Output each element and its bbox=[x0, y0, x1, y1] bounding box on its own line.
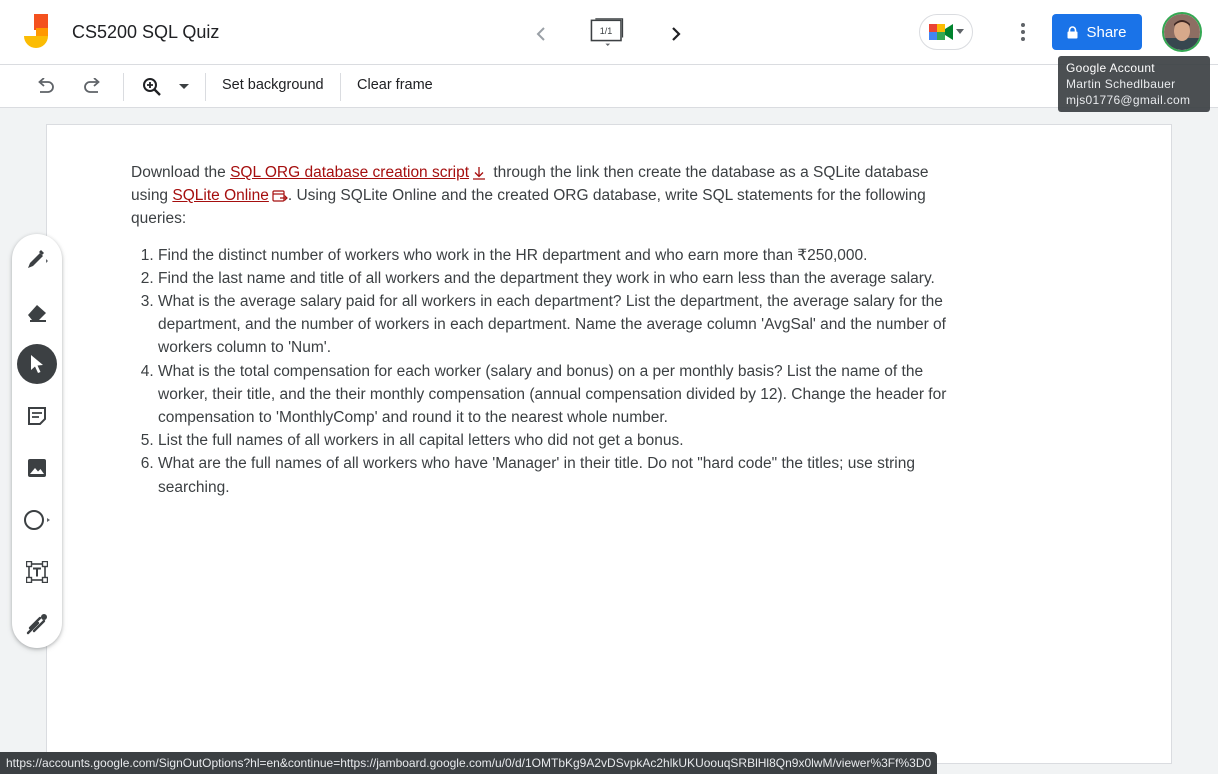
google-meet-icon bbox=[928, 22, 954, 42]
next-frame-button[interactable] bbox=[664, 22, 688, 46]
toolbar-divider bbox=[340, 73, 341, 101]
redo-icon bbox=[83, 78, 103, 96]
shape-tool-button[interactable] bbox=[17, 500, 57, 540]
toolbar-divider bbox=[205, 73, 206, 101]
jam-canvas[interactable] bbox=[46, 124, 1172, 764]
list-item: 1. Find the distinct number of workers who work in the HR department and who earn more than ₹250,000. bbox=[158, 244, 951, 267]
caret-down-icon bbox=[179, 84, 189, 90]
sticky-note-icon bbox=[27, 406, 47, 426]
query-list bbox=[131, 244, 951, 499]
intro-text: Download the bbox=[131, 164, 231, 181]
pen-tool-button[interactable] bbox=[17, 240, 57, 280]
intro-text: through the link then create the database as a SQLite database using bbox=[131, 164, 929, 205]
caret-down-icon bbox=[956, 29, 964, 35]
eraser-tool-button[interactable] bbox=[17, 292, 57, 332]
select-tool-button[interactable] bbox=[17, 344, 57, 384]
chevron-right-icon bbox=[668, 26, 684, 42]
user-photo-icon bbox=[1164, 14, 1200, 50]
intro-text: . Using SQLite Online and the created ORG database, write SQL statements for the following queries: bbox=[131, 187, 926, 228]
tooltip-email: mjs01776@gmail.com bbox=[1066, 93, 1191, 107]
account-tooltip bbox=[1058, 56, 1210, 112]
share-label: Share bbox=[1086, 23, 1127, 41]
list-item: 4. What is the total compensation for each worker (salary and bonus) on a per monthly basis? List the name of the worker, their title, and the their monthly compensation (annual compensation divided by 12). Change the header for compensation to 'MonthlyComp' and round it to the nearest whole number. bbox=[158, 360, 951, 430]
download-icon bbox=[472, 166, 486, 180]
app-header bbox=[0, 0, 1218, 64]
chevron-left-icon bbox=[534, 26, 550, 42]
more-options-button[interactable] bbox=[1012, 20, 1034, 44]
list-item: 2. Find the last name and title of all workers and the department they work in who earn less than the average salary. bbox=[158, 267, 951, 290]
intro-paragraph bbox=[131, 161, 951, 231]
redo-button[interactable] bbox=[81, 75, 105, 99]
select-cursor-icon bbox=[28, 354, 46, 374]
toolbar-divider bbox=[123, 73, 124, 101]
meet-button[interactable] bbox=[919, 14, 973, 50]
tool-palette bbox=[12, 234, 62, 648]
text-box-tool-button[interactable] bbox=[17, 552, 57, 592]
jamboard-logo-icon[interactable] bbox=[22, 14, 50, 52]
list-item: 6. What are the full names of all workers who have 'Manager' in their title. Do not "hard code" the titles; use string searching. bbox=[158, 452, 951, 498]
status-bar-url: https://accounts.google.com/SignOutOptions?hl=en&continue=https://jamboard.google.com/u/0/d/1OMTbKg9A2vDSvpkAc2hlkUKUoouqSRBlHl8Qn9x0lwM/viewer%3Ff%3D0 bbox=[0, 752, 937, 774]
text-box-icon bbox=[26, 561, 48, 583]
zoom-in-icon bbox=[142, 77, 162, 97]
zoom-button[interactable] bbox=[140, 75, 164, 99]
pen-icon bbox=[25, 249, 49, 271]
eraser-icon bbox=[26, 302, 48, 322]
tooltip-heading: Google Account bbox=[1066, 61, 1155, 75]
set-background-button[interactable]: Set background bbox=[222, 77, 324, 93]
share-button[interactable] bbox=[1052, 14, 1142, 50]
tooltip-name: Martin Schedlbauer bbox=[1066, 77, 1176, 91]
sqlite-online-link[interactable]: SQLite Online bbox=[172, 187, 269, 205]
image-icon bbox=[27, 458, 47, 478]
document-title[interactable]: CS5200 SQL Quiz bbox=[72, 22, 220, 42]
frame-indicator: 1/1 bbox=[599, 26, 613, 36]
editing-toolbar bbox=[0, 64, 1218, 108]
list-item: 3. What is the average salary paid for all workers in each department? List the department, the average salary for the department, and the number of workers in each department. Name the average column 'AvgSal' and the number of workers column to 'Num'. bbox=[158, 290, 951, 360]
circle-shape-icon bbox=[23, 509, 51, 531]
external-link-icon bbox=[272, 190, 288, 203]
laser-tool-button[interactable] bbox=[17, 604, 57, 644]
frame-pager bbox=[530, 14, 690, 54]
undo-icon bbox=[35, 78, 55, 96]
laser-icon bbox=[26, 613, 48, 635]
lock-icon bbox=[1067, 26, 1078, 39]
clear-frame-button[interactable]: Clear frame bbox=[357, 77, 433, 93]
list-item: 5. List the full names of all workers in all capital letters who did not get a bonus. bbox=[158, 429, 951, 452]
more-vert-icon bbox=[1020, 22, 1026, 42]
account-avatar[interactable] bbox=[1162, 12, 1202, 52]
sticky-note-tool-button[interactable] bbox=[17, 396, 57, 436]
quiz-instructions bbox=[131, 161, 951, 499]
previous-frame-button[interactable] bbox=[530, 22, 554, 46]
zoom-dropdown-button[interactable] bbox=[172, 75, 196, 99]
sql-script-link[interactable]: SQL ORG database creation script bbox=[230, 164, 470, 181]
undo-button[interactable] bbox=[33, 75, 57, 99]
image-tool-button[interactable] bbox=[17, 448, 57, 488]
